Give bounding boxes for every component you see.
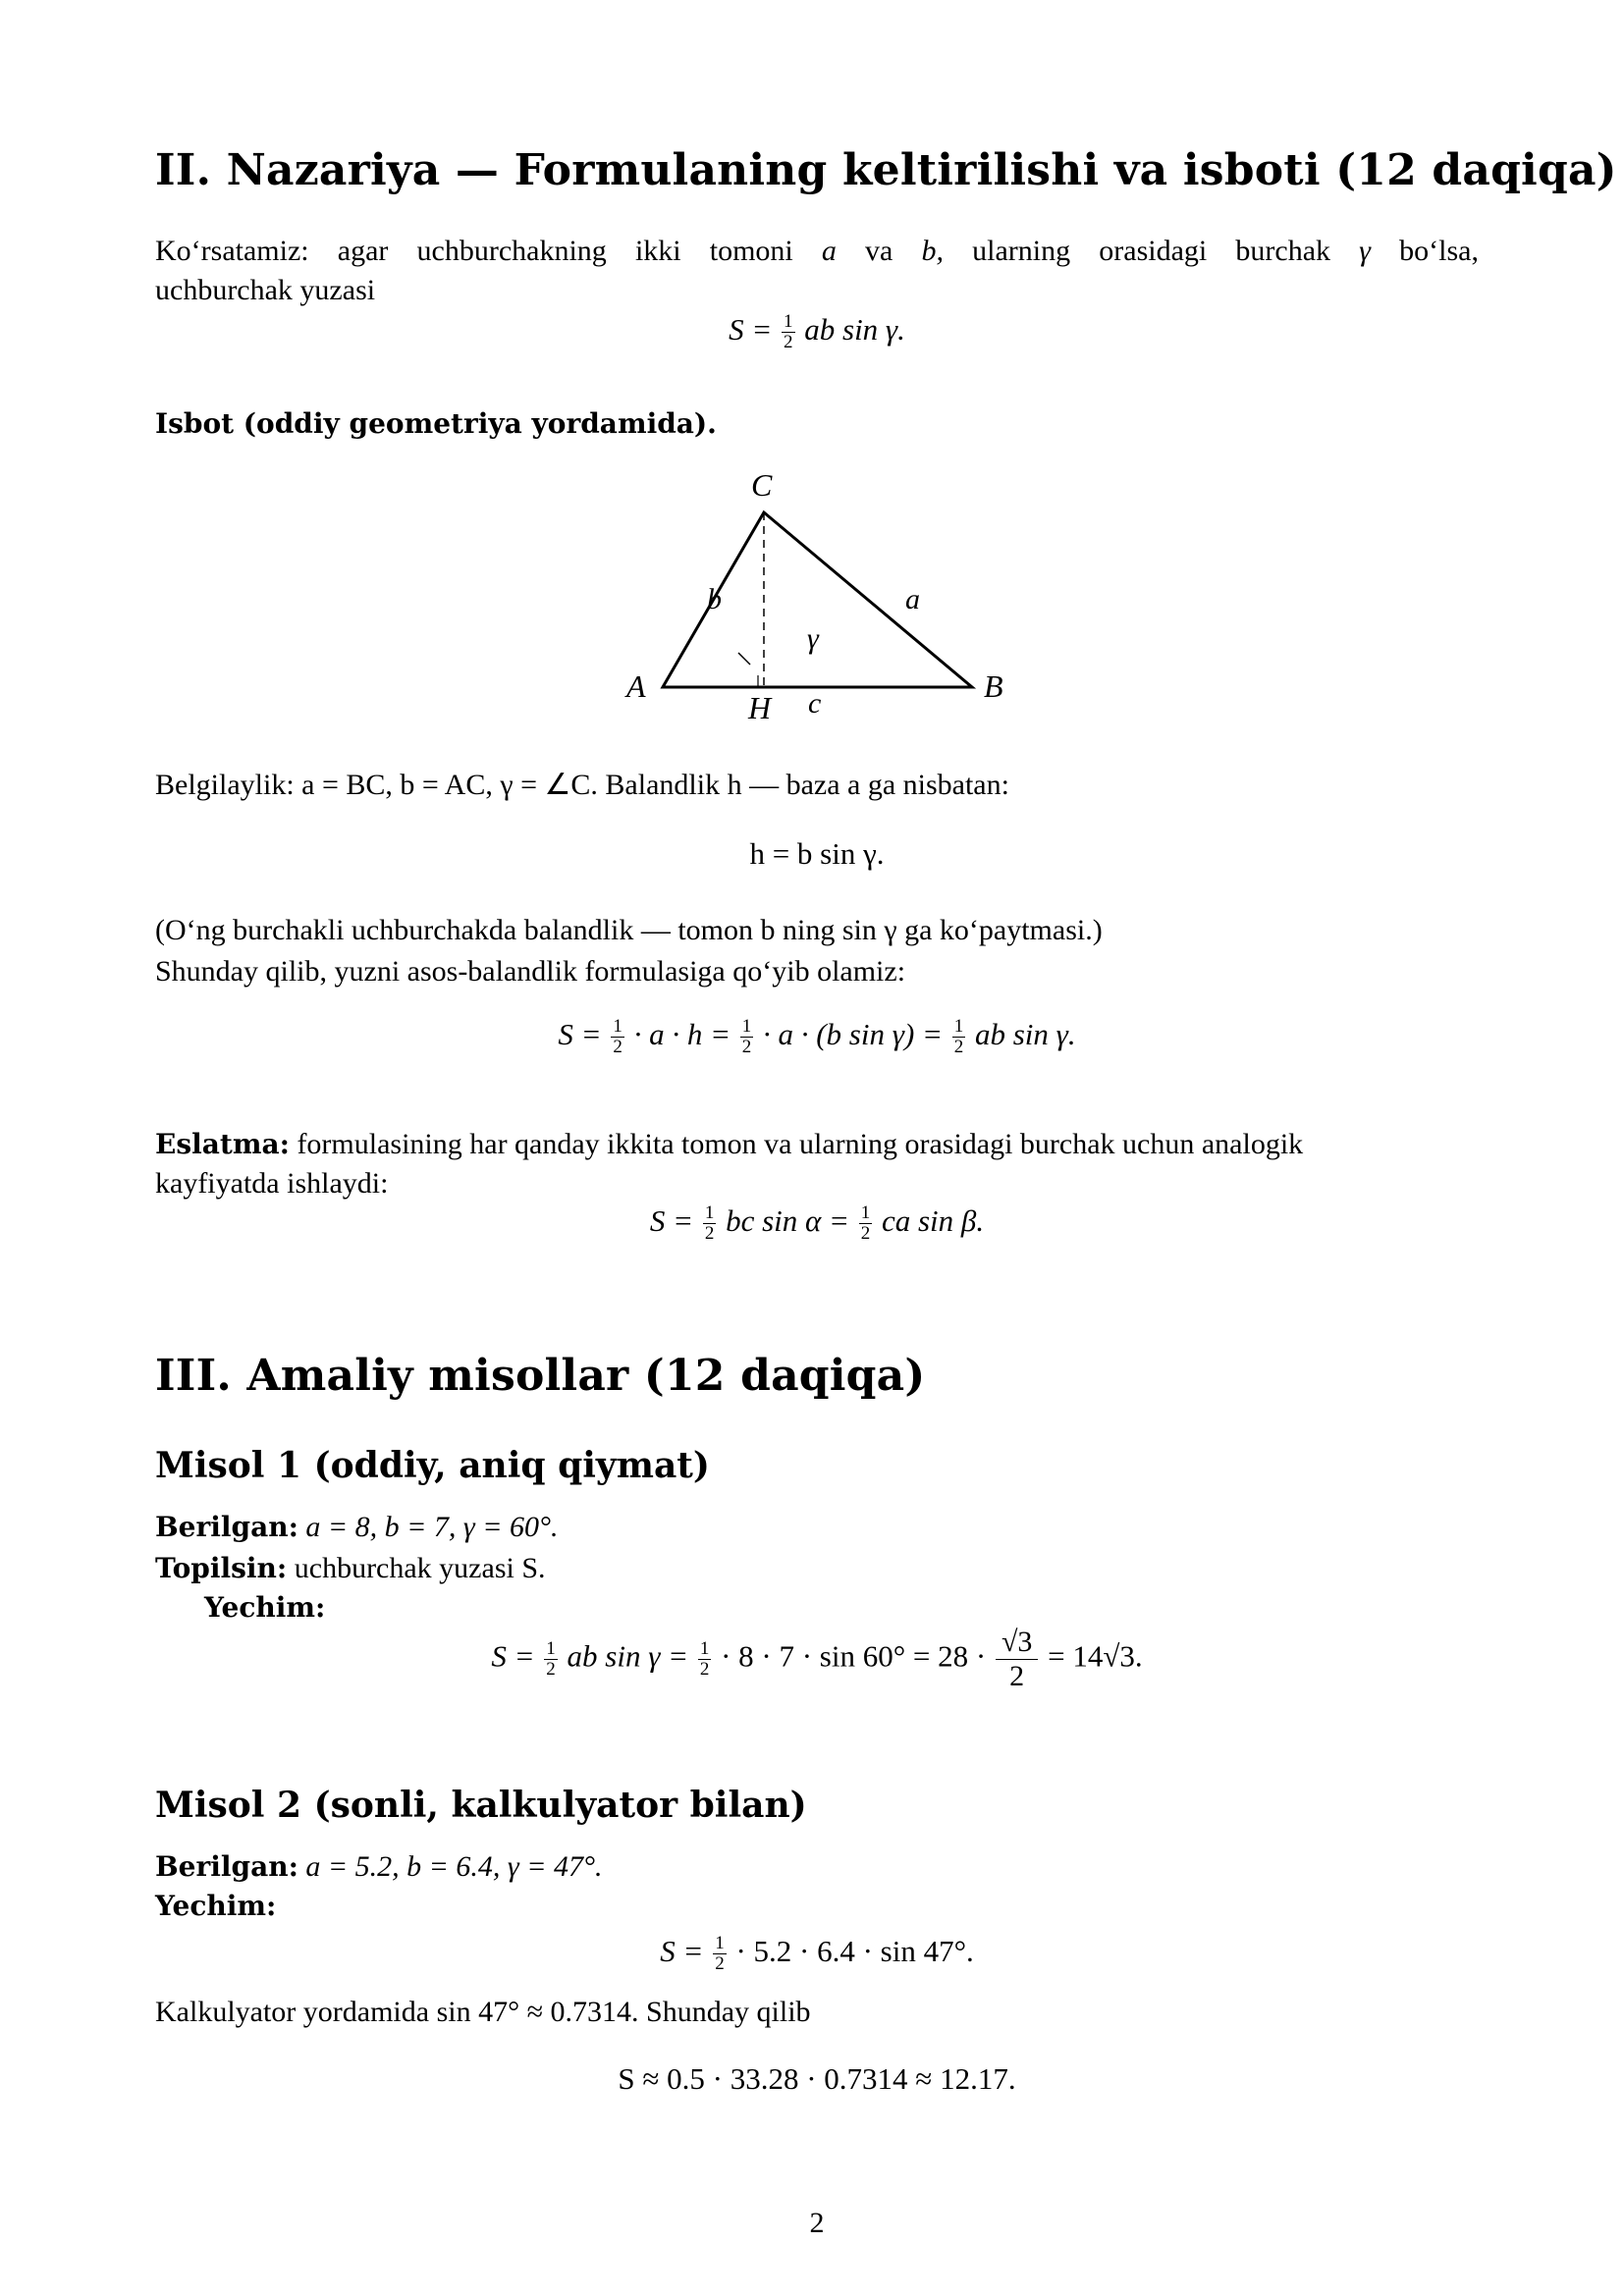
formula-rhs: ab sin γ. (804, 312, 905, 347)
label-c: c (808, 687, 822, 720)
label-C: C (751, 467, 773, 503)
word: tomoni (709, 235, 793, 267)
fraction-half: $\frac{1}{2}$ (546, 1638, 556, 1680)
example-2-title: Misol 2 (sonli, kalkulyator bilan) (155, 1785, 807, 1826)
main-formula (155, 312, 1479, 352)
ex2-formula: S = $\frac{1}{2}$ · 5.2 · 6.4 · sin 47°. (660, 1933, 974, 1975)
height-formula: h = b sin γ. (749, 836, 885, 871)
page-number: 2 (809, 2207, 825, 2239)
remark-2: Shunday qilib, yuzni asos-balandlik formulasiga qo‘yib olamiz: (155, 955, 906, 988)
ex1-given-line (155, 1508, 558, 1547)
ex1-formula: S = $\frac{1}{2}$ ab sin γ = $\frac{1}{2}$ · 8 · 7 · sin 60° = 28 · $\frac{√3}{2}$ = 14√3. (491, 1626, 1143, 1692)
label-B: B (984, 668, 1003, 704)
example-1-title: Misol 1 (oddiy, aniq qiymat) (155, 1445, 710, 1486)
triangle-diagram (609, 461, 1021, 736)
fraction-sqrt3-over-2: $\frac{√3}{2}$ (996, 1626, 1038, 1693)
note-text: formulasining har qanday ikkita tomon va ularning orasidagi burchak uchun analogik (297, 1128, 1304, 1160)
label-H: H (748, 690, 772, 725)
word: Ko‘rsatamiz: (155, 235, 309, 267)
word: burchak (1235, 235, 1331, 267)
given-label: Berilgan: (155, 1850, 298, 1883)
ex1-solution-label: Yechim: (204, 1591, 326, 1624)
ex1-find-line (155, 1549, 546, 1588)
fraction-half: $\frac{1}{2}$ (741, 1016, 752, 1058)
fraction-half: $\frac{1}{2}$ (699, 1638, 710, 1680)
find-text: uchburchak yuzasi S. (294, 1552, 546, 1584)
section-iii-title: III. Amaliy misollar (12 daqiqa) (155, 1351, 926, 1401)
note-label: Eslatma: (155, 1128, 290, 1160)
ex2-given-line (155, 1847, 602, 1887)
label-b: b (707, 583, 722, 615)
intro-line-2: uchburchak yuzasi (155, 274, 376, 306)
ex2-result: S ≈ 0.5 · 33.28 · 0.7314 ≈ 12.17. (618, 2061, 1016, 2096)
section-ii-title: II. Nazariya — Formulaning keltirilishi va isboti (12 daqiqa) (155, 145, 1617, 195)
note-line-2: kayfiyatda ishlaydi: (155, 1167, 389, 1200)
word: bo‘lsa, (1399, 235, 1479, 267)
word: va (865, 235, 893, 267)
word: ikki (634, 235, 681, 267)
formula-lhs: S = (729, 312, 773, 347)
label-a: a (905, 583, 920, 615)
ex2-solution-label: Yechim: (155, 1890, 277, 1922)
given-values: a = 5.2, b = 6.4, γ = 47°. (305, 1850, 603, 1883)
fraction-half: $\frac{1}{2}$ (784, 311, 793, 353)
remark-1: (O‘ng burchakli uchburchakda balandlik — tomon b ning sin γ ga ko‘paytmasi.) (155, 914, 1103, 946)
var-gamma: γ (1359, 235, 1371, 267)
fraction-half: $\frac{1}{2}$ (860, 1202, 871, 1245)
angle-mark (738, 653, 750, 665)
var-a: a (821, 235, 837, 267)
proof-heading: Isbot (oddiy geometriya yordamida). (155, 407, 717, 440)
var-b: b, (921, 235, 945, 267)
derivation-formula: S = $\frac{1}{2}$ · a · h = $\frac{1}{2}$ · a · (b sin γ) = $\frac{1}{2}$ ab sin γ. (558, 1016, 1076, 1058)
given-label: Berilgan: (155, 1511, 298, 1543)
given-values: a = 8, b = 7, γ = 60°. (305, 1511, 559, 1543)
fraction-half: $\frac{1}{2}$ (613, 1016, 623, 1058)
note-line-1 (155, 1125, 1303, 1164)
word: uchburchakning (416, 235, 607, 267)
label-A: A (626, 668, 646, 704)
fraction-half: $\frac{1}{2}$ (715, 1933, 725, 1975)
notation-line: Belgilaylik: a = BC, b = AC, γ = ∠C. Balandlik h — baza a ga nisbatan: (155, 769, 1009, 801)
fraction-half: $\frac{1}{2}$ (704, 1202, 715, 1245)
intro-line-1 (155, 232, 1479, 271)
ex2-calc-text: Kalkulyator yordamida sin 47° ≈ 0.7314. Shunday qilib (155, 1996, 811, 2028)
fraction-half: $\frac{1}{2}$ (953, 1016, 964, 1058)
note-formula: S = $\frac{1}{2}$ bc sin α = $\frac{1}{2}$ ca sin β. (649, 1202, 985, 1245)
label-gamma: γ (807, 622, 819, 655)
word: orasidagi (1099, 235, 1208, 267)
find-label: Topilsin: (155, 1552, 288, 1584)
word: agar (337, 235, 389, 267)
word: ularning (972, 235, 1071, 267)
